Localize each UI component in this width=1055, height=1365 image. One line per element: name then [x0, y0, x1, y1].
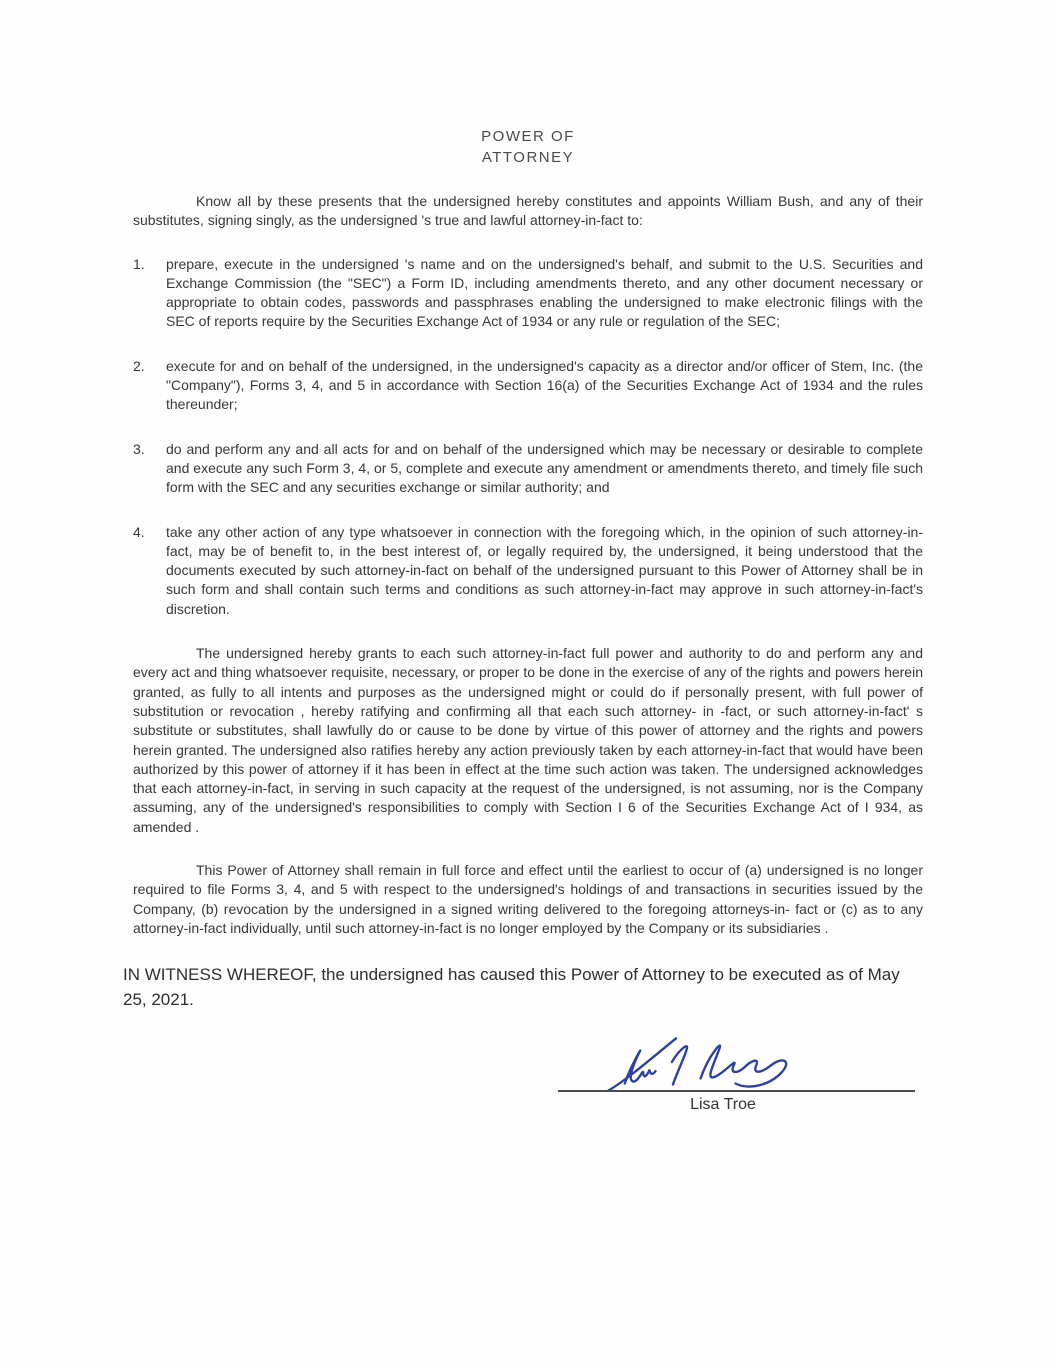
handwritten-signature-ink	[594, 1032, 799, 1094]
signature-stroke	[672, 1046, 687, 1084]
numbered-list	[133, 255, 923, 619]
document-content	[123, 126, 923, 1012]
list-item-3	[133, 440, 923, 498]
signature-stroke	[701, 1046, 787, 1087]
signature-stroke	[608, 1038, 676, 1090]
document-title	[133, 126, 923, 168]
document-title-line2: ATTORNEY	[481, 149, 575, 166]
grant-paragraph: The undersigned hereby grants to each such attorney-in-fact full power and authority to do and perform any and every act and thing whatsoever requisite, necessary, or proper to be done in the exercise of any of the rights and powers herein granted, as fully to all intents and purposes as the undersigned might or could do if personally present, with full power of substitution or revocation , hereby ratifying and confirming all that each such attorney- in -fact, or such attorney-in-fact' s substitute or substitutes, shall lawfully do or cause to be done by virtue of this power of attorney and the rights and powers herein granted. The undersigned also ratifies hereby any action previously taken by each attorney-in-fact that would have been authorized by this power of attorney if it has been in effect at the time such action was taken. The undersigned acknowledges that each attorney-in-fact, in serving in such capacity at the request of the undersigned, is not assuming, nor is the Company assuming, any of the undersigned's responsibilities to comply with Section I 6 of the Securities Exchange Act of I 934, as amended .	[133, 645, 923, 835]
signatory-name: Lisa Troe	[690, 1096, 756, 1113]
witness-clause: IN WITNESS WHEREOF, the undersigned has caused this Power of Attorney to be executed as of May 25, 2021.	[123, 965, 900, 1010]
intro-paragraph: Know all by these presents that the undersigned hereby constitutes and appoints William Bush, and any of their substitutes, signing singly, as the undersigned 's true and lawful attorney-in-fact to:	[133, 193, 923, 229]
list-item-2	[133, 357, 923, 415]
list-item-1	[133, 255, 923, 332]
item-text: prepare, execute in the undersigned 's name and on the undersigned's behalf, and submit to the U.S. Securities and Exchange Commission (the "SEC") a Form ID, including amendments thereto, and any other document necessary or appropriate to obtain codes, passwords and passphrases enabling the undersigned to make electronic filings with the SEC of reports require by the Securities Exchange Act of 1934 or any rule or regulation of the SEC;	[166, 255, 923, 330]
list-item-4	[133, 523, 923, 619]
signature-line	[558, 1090, 915, 1092]
item-number: 4.	[133, 523, 145, 540]
duration-paragraph: This Power of Attorney shall remain in full force and effect until the earliest to occur of (a) undersigned is no longer required to file Forms 3, 4, and 5 with respect to the undersigned's holdings of and transactions in securities issued by the Company, (b) revocation by the undersigned in a signed writing delivered to the foregoing attorneys-in- fact or (c) as to any attorney-in-fact individually, until such attorney-in-fact is no longer employed by the Company or its subsidiaries .	[133, 862, 923, 936]
item-number: 1.	[133, 255, 145, 272]
document-title-line1: POWER OF	[481, 128, 575, 145]
item-text: execute for and on behalf of the undersigned, in the undersigned's capacity as a director and/or officer of Stem, Inc. (the "Company"), Forms 3, 4, and 5 in accordance with Section 16(a) of the Securities Exchange Act of 1934 and the rules thereunder;	[166, 357, 923, 413]
item-number: 2.	[133, 357, 145, 374]
item-text: take any other action of any type whatsoever in connection with the foregoing which, in the opinion of such attorney-in-fact, may be of benefit to, in the best interest of, or legally required by, the undersigned, it being understood that the documents executed by such attorney-in-fact on behalf of the undersigned pursuant to this Power of Attorney shall be in such form and shall contain such terms and conditions as such attorney-in-fact may approve in such attorney-in-fact's discretion.	[166, 523, 923, 617]
item-text: do and perform any and all acts for and on behalf of the undersigned which may be necessary or desirable to complete and execute any such Form 3, 4, or 5, complete and execute any amendment or amendments thereto, and timely file such form with the SEC and any securities exchange or similar authority; and	[166, 440, 923, 496]
item-number: 3.	[133, 440, 145, 457]
